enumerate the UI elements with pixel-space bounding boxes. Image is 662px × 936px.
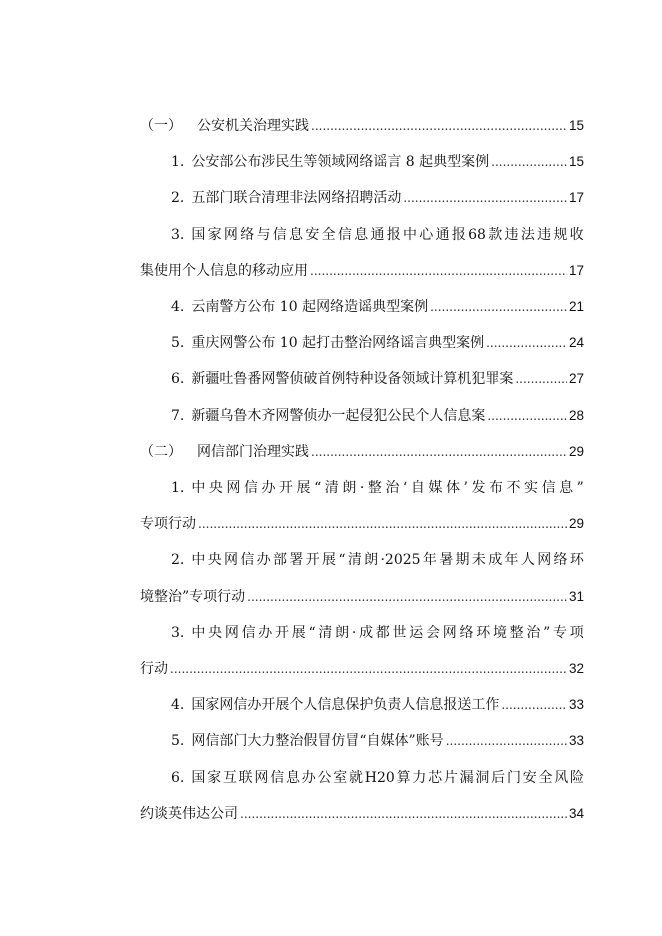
toc-entry-title: 国 家 互 联 网 信 息 办 公 室 就 H20 算 力 芯 片 漏 洞 后 门 安 全 风 险 [191, 769, 584, 786]
toc-line [140, 217, 584, 253]
toc-entry-title: 集使用个人信息的移动应用 [140, 262, 308, 279]
toc-entry-title: 公安部公布涉民生等领域网络谣言 8 起典型案例 [191, 154, 490, 171]
toc-entry-title: 中 央 网 信 办 开 展 “ 清 朗 · 成 都 世 运 会 网 络 环 境 整 治 ” 专 项 [191, 624, 584, 641]
toc-line [140, 796, 584, 832]
toc-entry[interactable] [140, 723, 584, 759]
toc-section-heading[interactable] [140, 108, 584, 144]
toc-line [140, 289, 584, 325]
toc-entry-number: 3. [171, 624, 185, 641]
toc-line [140, 651, 584, 687]
dot-leader [310, 253, 567, 289]
toc-line [140, 579, 584, 615]
toc-entry-number: 4. [171, 697, 185, 714]
toc-line [140, 760, 584, 796]
toc-page-number: 34 [568, 805, 584, 821]
toc-entry-title: 新疆吐鲁番网警侦破首例特种设备领域计算机犯罪案 [191, 371, 514, 388]
toc-entry-title: 重庆网警公布 10 起打击整治网络谣言典型案例 [191, 335, 485, 352]
dot-leader [487, 398, 567, 434]
toc-entry[interactable] [140, 470, 584, 542]
toc-line [140, 615, 584, 651]
toc-page-number: 17 [568, 190, 584, 206]
toc-entry-number: 5. [171, 335, 185, 352]
toc-line [140, 180, 584, 216]
toc-page-number: 24 [568, 335, 584, 351]
toc-entry-title: 境整治”专项行动 [140, 588, 246, 605]
toc-entry[interactable] [140, 289, 584, 325]
toc-entry-title: 国 家 网 络 与 信 息 安 全 信 息 通 报 中 心 通 报 68 款 违 法 违 规 收 [191, 226, 584, 243]
toc-entry-number: （二） [140, 443, 182, 460]
toc-page-number: 29 [568, 516, 584, 532]
toc-line [140, 253, 584, 289]
toc-page-number: 15 [568, 154, 584, 170]
toc-entry[interactable] [140, 217, 584, 289]
toc-page-number: 29 [568, 443, 584, 459]
toc-line [140, 687, 584, 723]
toc-entry[interactable] [140, 398, 584, 434]
toc-entry-number: 7. [171, 407, 185, 424]
toc-entry[interactable] [140, 687, 584, 723]
toc-entry-number: 2. [171, 190, 185, 207]
toc-entry-number: 6. [171, 769, 185, 786]
dot-leader [170, 651, 567, 687]
toc-entry-title: 网信部门大力整治假冒仿冒“自媒体”账号 [191, 733, 444, 750]
dot-leader [247, 579, 567, 615]
toc-entry[interactable] [140, 542, 584, 614]
toc-line [140, 723, 584, 759]
toc-line [140, 144, 584, 180]
toc-entry-title: 云南警方公布 10 起网络造谣典型案例 [191, 299, 429, 316]
toc-entry-number: 1. [171, 154, 185, 171]
toc-page-number: 21 [568, 299, 584, 315]
toc-entry-title: 五部门联合清理非法网络招聘活动 [191, 190, 402, 207]
toc-line [140, 470, 584, 506]
toc-entry-title: 公安机关治理实践 [197, 118, 309, 134]
toc-entry-number: 6. [171, 371, 185, 388]
toc-page-number: 27 [568, 371, 584, 387]
toc-line [140, 325, 584, 361]
dot-leader [515, 361, 567, 397]
toc-entry-title: 新疆乌鲁木齐网警侦办一起侵犯公民个人信息案 [191, 407, 486, 424]
dot-leader [198, 506, 567, 542]
dot-leader [446, 723, 567, 759]
toc-entry[interactable] [140, 361, 584, 397]
toc-line [140, 542, 584, 578]
toc-entry-number: 4. [171, 299, 185, 316]
toc-entry[interactable] [140, 760, 584, 832]
toc-entry[interactable] [140, 615, 584, 687]
toc-line [140, 506, 584, 542]
toc-page-number: 32 [568, 661, 584, 677]
dot-leader [403, 180, 567, 216]
toc-entry-number: 3. [171, 226, 185, 243]
toc-entry-title: 行动 [140, 661, 168, 678]
toc-entry-number: 1. [171, 480, 185, 497]
toc-entry-number: （一） [140, 118, 182, 134]
toc-entry[interactable] [140, 325, 584, 361]
toc-entry-title: 专项行动 [140, 516, 196, 533]
toc-page-number: 17 [568, 262, 584, 278]
toc-page-number: 33 [568, 733, 584, 749]
toc-page-number: 28 [568, 407, 584, 423]
toc-page-number: 33 [568, 697, 584, 713]
dot-leader [486, 325, 567, 361]
toc-line [140, 108, 584, 144]
toc-page-number: 15 [568, 118, 584, 133]
toc-line [140, 361, 584, 397]
dot-leader [311, 434, 567, 470]
toc-entry-number: 5. [171, 733, 185, 750]
toc-entry-number: 2. [171, 552, 185, 569]
table-of-contents [140, 108, 584, 832]
toc-entry-title: 国家网信办开展个人信息保护负责人信息报送工作 [191, 697, 500, 714]
toc-line [140, 434, 584, 470]
toc-entry-title: 网信部门治理实践 [197, 443, 309, 460]
toc-page-number: 31 [568, 588, 584, 604]
dot-leader [311, 108, 567, 144]
dot-leader [240, 796, 567, 832]
dot-leader [491, 144, 567, 180]
toc-entry-title: 中 央 网 信 办 开 展 “ 清 朗 · 整 治 ‘ 自 媒 体 ’ 发 布 不 实 信 息 ” [191, 480, 584, 497]
dot-leader [501, 687, 567, 723]
toc-line [140, 398, 584, 434]
dot-leader [430, 289, 567, 325]
toc-entry[interactable] [140, 180, 584, 216]
toc-section-heading[interactable] [140, 434, 584, 470]
toc-entry-title: 中 央 网 信 办 部 署 开 展 “ 清 朗 ·2025 年 暑 期 未 成 年 人 网 络 环 [191, 552, 584, 569]
toc-entry[interactable] [140, 144, 584, 180]
toc-entry-title: 约谈英伟达公司 [140, 805, 238, 822]
